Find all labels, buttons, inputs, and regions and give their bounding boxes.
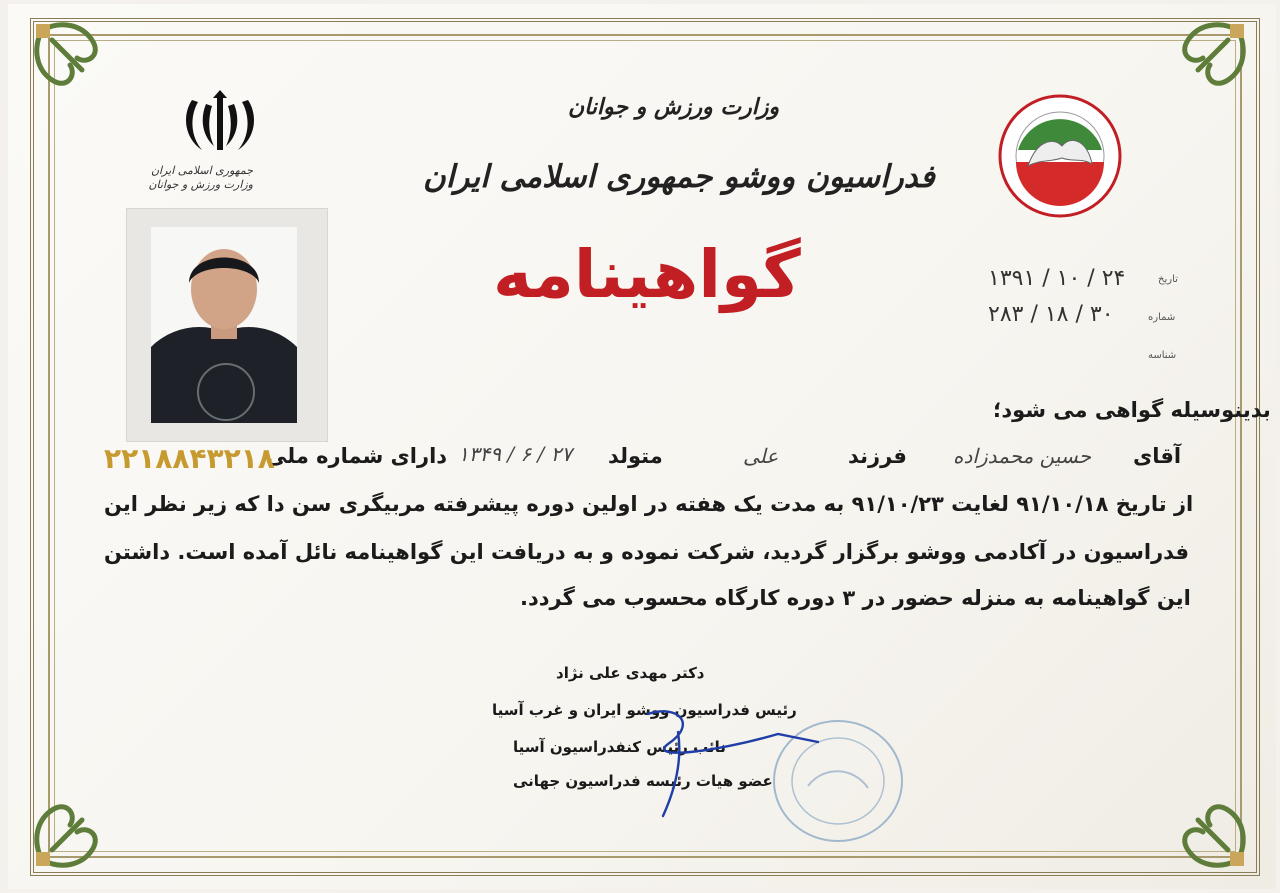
born-label: متولد [608,444,663,468]
signatory-role-1: رئیس فدراسیون ووشو ایران و غرب آسیا [492,701,797,719]
certificate-paper [8,4,1276,889]
number-label: شماره [1148,312,1176,323]
corner-ornament-icon [1158,10,1258,110]
corner-ornament-icon [22,10,122,110]
body-line-5: این گواهینامه به منزله حضور در ۳ دوره کارگاه محسوب می گردد. [520,586,1191,610]
body-line-4: فدراسیون در آکادمی ووشو برگزار گردید، شرکت نموده و به دریافت این گواهینامه نائل آمده است. داشتن [104,540,1190,564]
emblem-caption-line1: جمهوری اسلامی ایران [150,164,253,177]
father-name: علی [743,444,779,468]
son-of-label: فرزند [848,444,907,468]
recipient-name: حسین محمدزاده [953,444,1092,468]
corner-ornament-icon [22,780,122,880]
ministry-title: وزارت ورزش و جوانان [568,94,780,120]
mr-label: آقای [1133,444,1182,468]
signatory-role-2: نائب رئیس کنفدراسیون آسیا [513,738,726,756]
date-label: تاریخ [1158,274,1178,285]
emblem-caption-line2: وزارت ورزش و جوانان [148,178,253,191]
handwritten-signature-icon [568,684,828,824]
attachment-label: شناسه [1148,350,1177,361]
photo-frame [126,208,328,442]
body-line-3: از تاریخ ۹۱/۱۰/۱۸ لغایت ۹۱/۱۰/۲۳ به مدت یک هفته در اولین دوره پیشرفته مربیگری سن دا که زیر نظر این [104,492,1194,516]
signatory-role-3: عضو هیات رئیسه فدراسیون جهانی [513,772,773,790]
emblem-caption [148,164,253,192]
certificate-title: گواهینامه [493,236,801,313]
date-value: ۱۳۹۱ / ۱۰ / ۲۴ [988,266,1126,291]
national-id: ۲۲۱۸۸۴۳۲۱۸ [104,442,275,475]
portrait-photo [151,227,297,423]
federation-logo-icon [992,92,1128,220]
federation-title: فدراسیون ووشو جمهوری اسلامی ایران [423,159,935,195]
national-id-label: دارای شماره ملی [266,444,448,468]
corner-ornament-icon [1158,780,1258,880]
signatory-name: دکتر مهدی علی نژاد [556,664,705,682]
number-value: ۲۸۳ / ۱۸ / ۳۰ [988,302,1114,327]
iran-emblem-icon [180,90,260,160]
body-intro: بدینوسیله گواهی می شود؛ [993,398,1271,422]
birth-date: ۱۳۴۹ / ۶ / ۲۷ [458,442,573,466]
